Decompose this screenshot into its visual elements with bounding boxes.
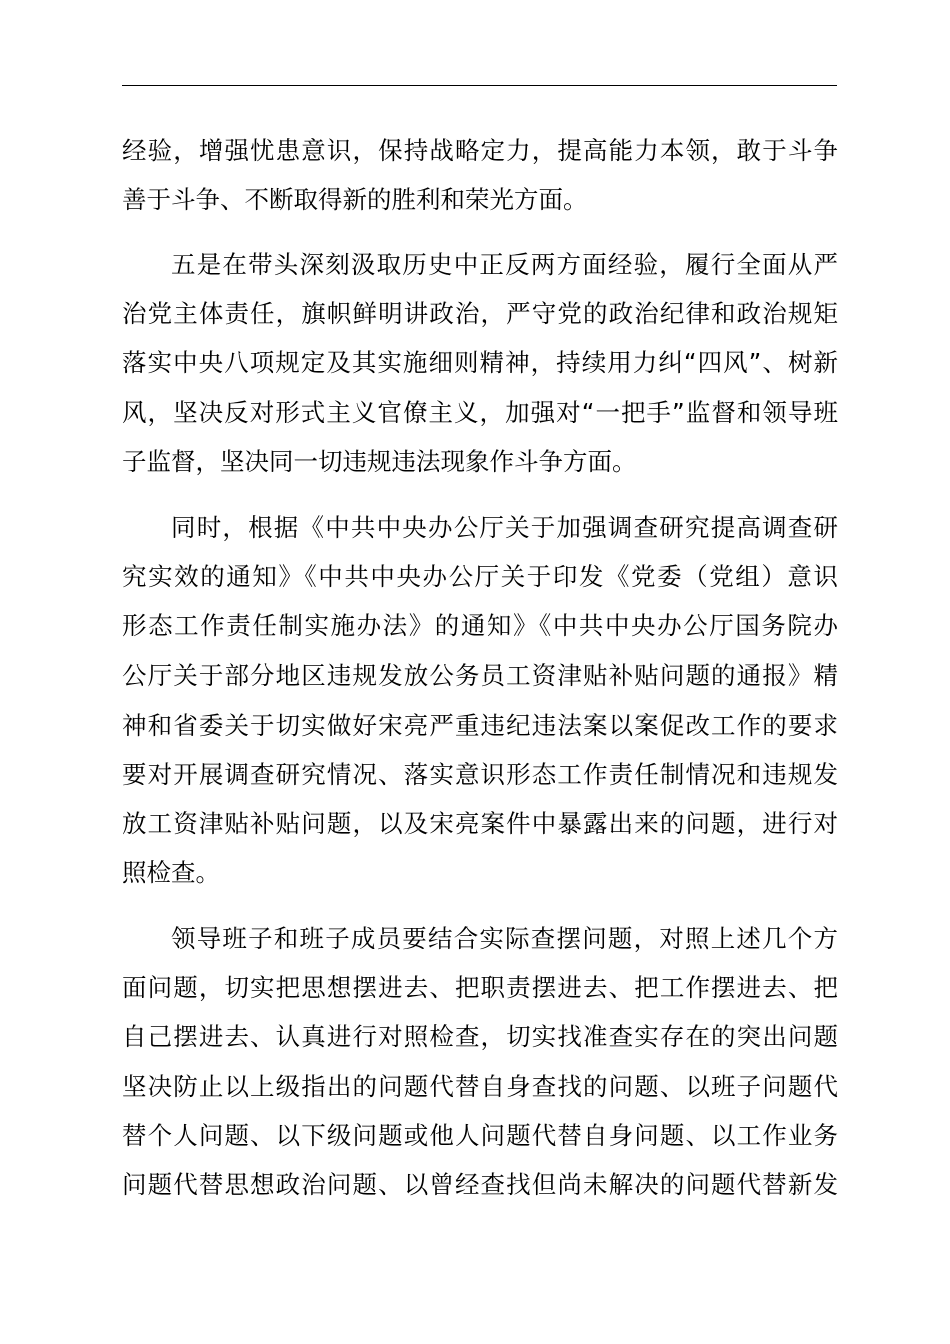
text-line: 究实效的通知》《中共中央办公厅关于印发《党委（党组）意识 xyxy=(122,562,838,591)
text-line: 善于斗争、不断取得新的胜利和荣光方面。 xyxy=(122,185,588,214)
text-line: 要对开展调查研究情况、落实意识形态工作责任制情况和违规发 xyxy=(122,760,838,789)
header-rule xyxy=(122,85,837,86)
text-line: 经验，增强忧患意识，保持战略定力，提高能力本领，敢于斗争 xyxy=(122,136,838,165)
text-line: 五是在带头深刻汲取历史中正反两方面经验，履行全面从严 xyxy=(171,250,838,279)
text-line: 放工资津贴补贴问题，以及宋亮案件中暴露出来的问题，进行对 xyxy=(122,809,838,838)
text-line: 神和省委关于切实做好宋亮严重违纪违法案以案促改工作的要求 xyxy=(122,711,838,740)
text-line: 子监督，坚决同一切违规违法现象作斗争方面。 xyxy=(122,447,637,476)
text-line: 替个人问题、以下级问题或他人问题代替自身问题、以工作业务 xyxy=(122,1121,838,1150)
text-line: 坚决防止以上级指出的问题代替自身查找的问题、以班子问题代 xyxy=(122,1072,838,1101)
text-line: 面问题，切实把思想摆进去、把职责摆进去、把工作摆进去、把 xyxy=(122,973,838,1002)
text-line: 落实中央八项规定及其实施细则精神，持续用力纠“四风”、树新 xyxy=(122,348,838,377)
text-line: 自己摆进去、认真进行对照检查，切实找准查实存在的突出问题 xyxy=(122,1022,838,1051)
text-line: 形态工作责任制实施办法》的通知》《中共中央办公厅国务院办 xyxy=(122,611,838,640)
text-line: 领导班子和班子成员要结合实际查摆问题，对照上述几个方 xyxy=(171,924,838,953)
text-line: 问题代替思想政治问题、以曾经查找但尚未解决的问题代替新发 xyxy=(122,1170,838,1199)
text-line: 公厅关于部分地区违规发放公务员工资津贴补贴问题的通报》精 xyxy=(122,661,838,690)
text-line: 风，坚决反对形式主义官僚主义，加强对“一把手”监督和领导班 xyxy=(122,398,838,427)
text-line: 同时，根据《中共中央办公厅关于加强调查研究提高调查研 xyxy=(171,513,838,542)
text-line: 照检查。 xyxy=(122,858,220,887)
text-line: 治党主体责任，旗帜鲜明讲政治，严守党的政治纪律和政治规矩 xyxy=(122,299,838,328)
